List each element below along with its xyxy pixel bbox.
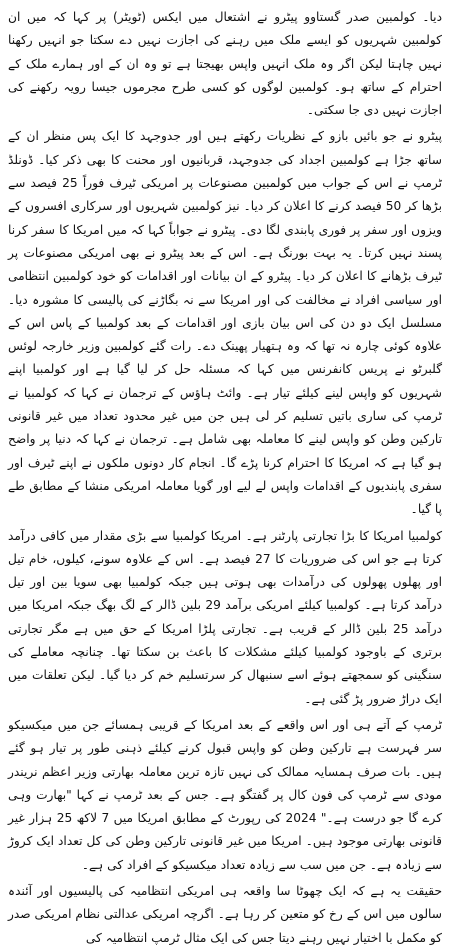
paragraph-4: ٹرمپ کے آتے ہی اور اس واقعے کے بعد امریکا کے قریبی ہمسائے جن میں میکسیکو سر فہرست ہے تارکین وطن کو واپس قبول کرنے کیلئے ذہنی طور پر تیار ہو گئے ہیں۔ بات صرف ہمسایہ ممالک کی نہیں تازہ ترین معاملہ بھارتی وزیر اعظم نریندر مودی سے ٹرمپ کی فون کال پر گفتگو ہے۔ جس کے بعد ٹرمپ نے کہا "بھارت وہی کرے گا جو درست ہے۔" 2024 کی رپورٹ کے مطابق امریکا میں 7 لاکھ 25 ہزار غیر قانونی بھارتی موجود ہیں۔ امریکا میں غیر قانونی تارکین وطن کی کل تعداد ایک کروڑ سے زیادہ ہے۔ جن میں سب سے زیادہ تعداد میکسیکو کے افراد کی ہے۔ bbox=[8, 717, 442, 872]
paragraph-1: دیا۔ کولمبین صدر گستاوو پیٹرو نے اشتعال میں ایکس (ٹویٹر) پر کہا کہ میں ان کولمبین شہریوں کو ایسے ملک میں رہنے کی اجازت نہیں دے سکتا جو انہیں رکھنا نہیں چاہتا لیکن اگر وہ ملک انہیں واپس بھیجتا ہے تو وہ ان کے اور ہمارے ملک کے احترام کے ساتھ ہو۔ کولمبین لوگوں کو کسی طرح مجرموں جیسا رویہ رکھنے کی اجازت نہیں دی جا سکتی۔ bbox=[8, 10, 442, 118]
paragraph-3: کولمبیا امریکا کا بڑا تجارتی پارٹنر ہے۔ امریکا کولمبیا سے بڑی مقدار میں کافی درآمد کرتا ہے جو اس کی ضروریات کا 27 فیصد ہے۔ اس کے علاوہ سونے، کیلوں، خام تیل اور پھلوں پھولوں کی درآمدات بھی ہوتی ہیں جبکہ کولمبیا بھی سویا بین اور تیل درآمد کرتا ہے۔ کولمبیا کیلئے امریکی برآمد 29 بلین ڈالر کے لگ بھگ جبکہ امریکا میں درآمد 25 بلین ڈالر کے قریب ہے۔ تجارتی پلڑا امریکا کے حق میں ہے مگر تجارتی برتری کے باوجود کولمبیا کیلئے مشکلات کا باعث بن سکتا تھا۔ چنانچہ معاملے کی سنگینی کو سمجھتے ہوئے اسے سنبھال کر سرتسلیم خم کر دیا گیا۔ لیکن تعلقات میں ایک دراڑ ضرور پڑ گئی ہے۔ bbox=[8, 528, 443, 706]
article-body bbox=[8, 6, 442, 950]
paragraph-5: حقیقت یہ ہے کہ ایک چھوٹا سا واقعہ ہی امریکی انتظامیہ کی پالیسیوں اور آئندہ سالوں میں اس کے رخ کو متعین کر رہا ہے۔ اگرچہ امریکی عدالتی نظام امریکی صدر کو مکمل با اختیار نہیں رہنے دیتا جس کی ایک مثال ٹرمپ انتظامیہ کی bbox=[8, 883, 442, 945]
paragraph-2: پیٹرو نے جو بائیں بازو کے نظریات رکھتے ہیں اور جدوجہد کا ایک پس منظر ان کے ساتھ جڑا ہے کولمبین اجداد کی جدوجہد، قربانیوں اور محنت کا بھی ذکر کیا۔ ڈونلڈ ٹرمپ نے اس کے جواب میں کولمبین مصنوعات پر امریکی ٹیرف فوراً 25 فیصد سے بڑھا کر 50 فیصد کرنے کا اعلان کر دیا۔ نیز کولمبین شہریوں اور سرکاری افسروں کے ویزوں اور سفر پر فوری پابندی لگا دی۔ پیٹرو نے جواباً کہا کہ میں امریکا کا سفر کرنا پسند نہیں کرتا۔ یہ بہت بورنگ ہے۔ اس کے بعد پیٹرو نے بھی امریکی مصنوعات پر ٹیرف بڑھانے کا اعلان کر دیا۔ پیٹرو کے ان بیانات اور اقدامات کو خود کولمبین انتظامی اور سیاسی افراد نے مخالفت کی اور امریکا سے نہ بگاڑنے کی پالیسی کا مشورہ دیا۔ مسلسل ایک دو دن کی اس بیان بازی اور اقدامات کے بعد کولمبیا کے پاس اس کے علاوہ کوئی چارہ نہ تھا کہ وہ ہتھیار پھینک دے۔ رات گئے کولمبین وزیر خارجہ لوئس گلبرٹو نے پریس کانفرنس میں کہا کہ مسئلہ حل کر لیا گیا ہے اور کولمبیا اپنے شہریوں کو واپس لینے کیلئے تیار ہے۔ وائٹ ہاؤس کے ترجمان نے کہا کہ کولمبیا نے ٹرمپ کی ساری باتیں تسلیم کر لی ہیں جن میں غیر محدود تعداد میں غیر قانونی تارکین وطن کو واپس لینے کا معاملہ بھی شامل ہے۔ ترجمان نے کہا کہ دنیا پر واضح ہو گیا ہے کہ امریکا کا احترام کرنا پڑے گا۔ انجام کار دونوں ملکوں نے اپنے ٹیرف اور سفری پابندیوں کے اقدامات واپس لے لیے اور گویا معاملہ امریکی منشا کے مطابق طے پا گیا۔ bbox=[8, 129, 442, 517]
